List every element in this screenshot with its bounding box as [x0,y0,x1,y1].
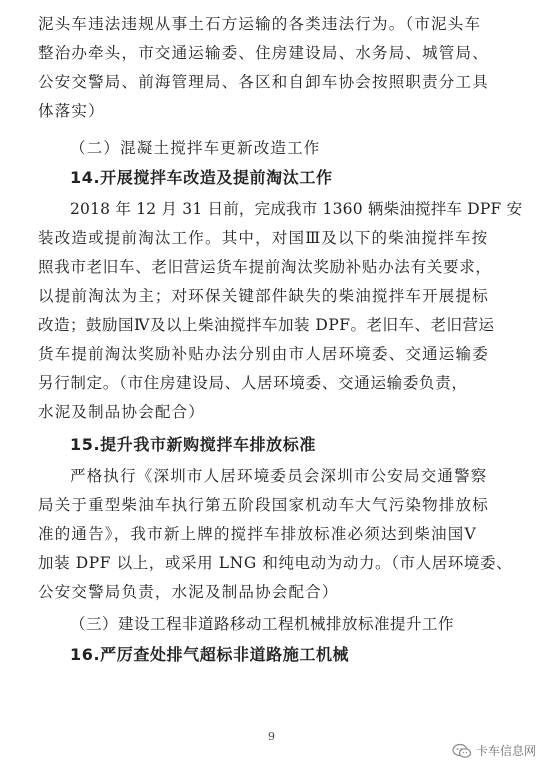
watermark [452,742,536,759]
body-line: 泥头车违法违规从事土石方运输的各类违法行为。（市泥头车 [38,15,482,33]
body-line: 以提前淘汰为主；对环保关键部件缺失的柴油搅拌车开展提标 [38,287,489,305]
wechat-icon [452,743,472,759]
body-line: 准的通告》，我市新上牌的搅拌车排放标准必须达到柴油国Ⅴ [38,525,477,543]
body-line: 严格执行《深圳市人居环境委员会深圳市公安局交通警察 [70,467,488,485]
section-heading: 16.严厉查处排气超标非道路施工机械 [70,645,350,664]
body-line: 公安交警局负责，水泥及制品协会配合） [38,583,339,601]
body-line: 2018 年 12 月 31 日前，完成我市 1360 辆柴油搅拌车 DPF 安 [70,200,523,218]
section-heading: 14.开展搅拌车改造及提前淘汰工作 [70,168,333,187]
subsection-heading: （三）建设工程非道路移动工程机械排放标准提升工作 [70,615,455,633]
body-line: 货车提前淘汰奖励补贴办法分别由市人居环境委、交通运输委 [38,345,489,363]
body-line: 局关于重型柴油车执行第五阶段国家机动车大气污染物排放标 [38,496,489,514]
watermark-text: 卡车信息网 [475,744,536,758]
body-line: 水泥及制品协会配合） [38,403,206,421]
body-line: 整治办牵头，市交通运输委、住房建设局、水务局、城管局、 [38,44,489,62]
body-line: 改造；鼓励国Ⅳ及以上柴油搅拌车加装 DPF。老旧车、老旧营运 [38,316,495,334]
body-line: 加装 DPF 以上，或采用 LNG 和纯电动为动力。（市人居环境委、 [38,554,513,572]
body-line: 体落实） [38,102,105,120]
section-heading: 15.提升我市新购搅拌车排放标准 [70,435,316,454]
page-number: 9 [268,730,275,743]
body-line: 另行制定。（市住房建设局、人居环境委、交通运输委负责， [38,374,468,392]
body-line: 照我市老旧车、老旧营运货车提前淘汰奖励补贴办法有关要求， [38,258,492,276]
body-line: 装改造或提前淘汰工作。其中，对国Ⅲ及以下的柴油搅拌车按 [38,229,489,247]
body-line: 公安交警局、前海管理局、各区和自卸车协会按照职责分工具 [38,73,489,91]
subsection-heading: （二）混凝土搅拌车更新改造工作 [70,139,321,157]
